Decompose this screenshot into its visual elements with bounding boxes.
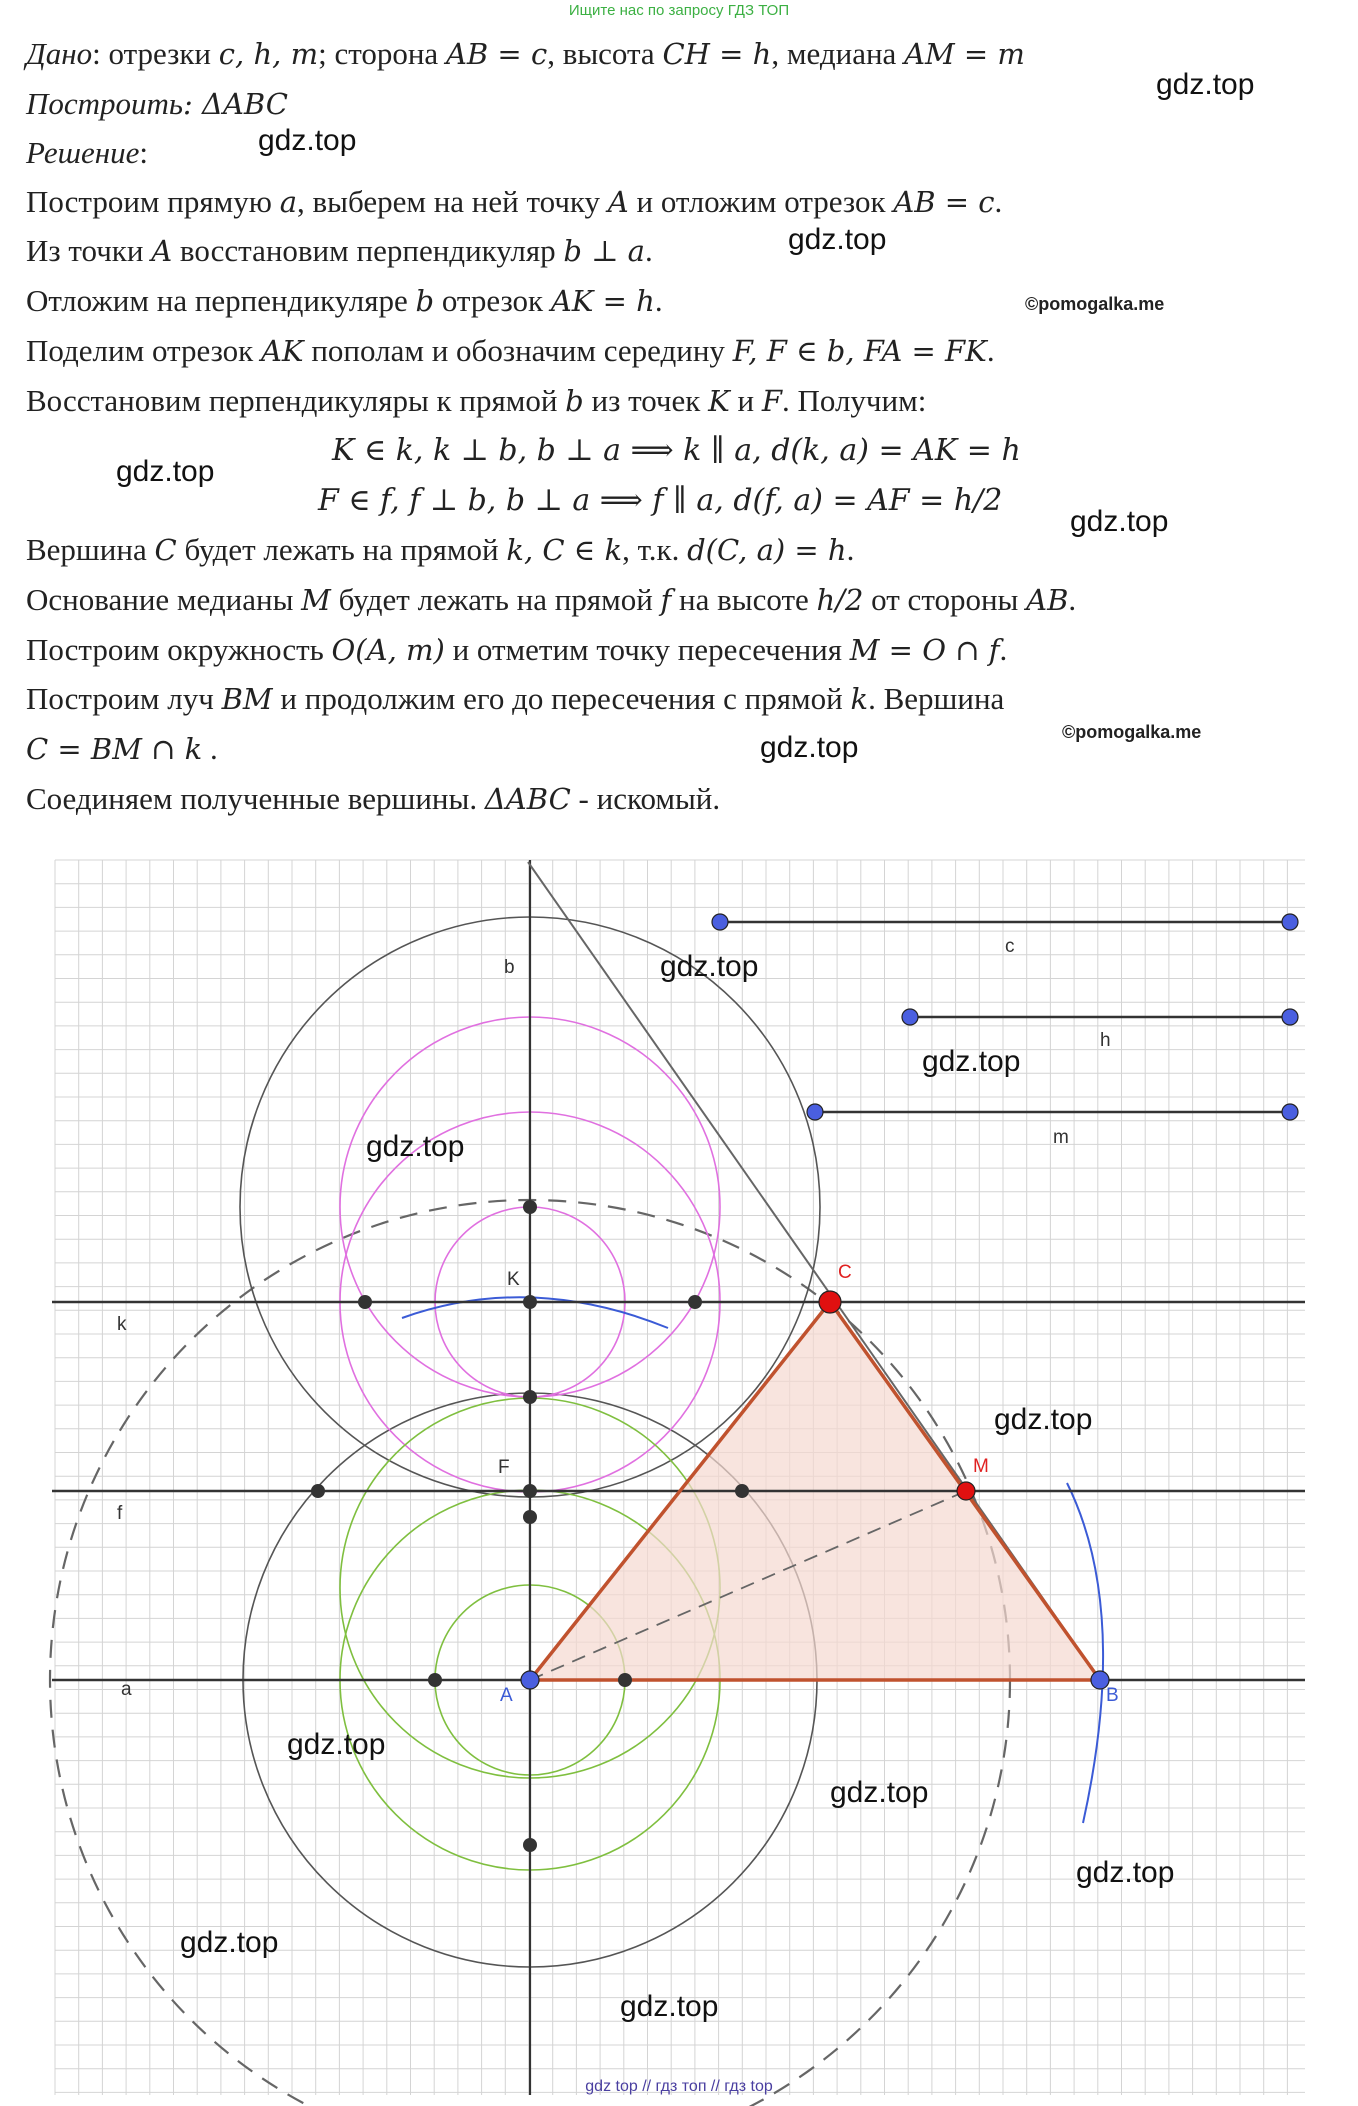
given-math: AB = c bbox=[445, 37, 548, 71]
text: . Получим: bbox=[781, 383, 927, 418]
point-k-right bbox=[688, 1295, 702, 1309]
label-F: F bbox=[498, 1457, 510, 1478]
text: пополам и обозначим середину bbox=[303, 333, 733, 368]
solution-label: Решение bbox=[26, 135, 140, 170]
given-math: AM = m bbox=[904, 37, 1025, 71]
given-math: c, h, m bbox=[218, 37, 319, 71]
math: ΔABC bbox=[484, 782, 571, 816]
math: k, C ∈ k bbox=[506, 533, 623, 567]
watermark: gdz.top bbox=[1156, 68, 1255, 101]
label-b: b bbox=[504, 957, 515, 978]
text: Соединяем полученные вершины. bbox=[26, 781, 485, 816]
label-M: M bbox=[973, 1456, 989, 1477]
watermark: gdz.top bbox=[258, 124, 357, 157]
label-C: C bbox=[838, 1262, 852, 1283]
math: AB = c bbox=[893, 185, 995, 219]
point-mid-upper bbox=[523, 1390, 537, 1404]
point-f2 bbox=[523, 1510, 537, 1524]
point-top-b bbox=[523, 1200, 537, 1214]
watermark: gdz.top bbox=[1070, 505, 1169, 538]
point-k bbox=[523, 1295, 537, 1309]
math: C = BM ∩ k bbox=[26, 732, 203, 766]
formula-f: F ∈ f, f ⊥ b, b ⊥ a ⟹ f ∥ a, d(f, a) = AF = h/2 bbox=[318, 483, 1003, 518]
watermark: gdz.top bbox=[287, 1728, 386, 1761]
given-text: , медиана bbox=[771, 36, 905, 71]
math: A bbox=[151, 234, 173, 268]
point-h-start bbox=[902, 1009, 918, 1025]
math: b bbox=[415, 284, 435, 318]
watermark: gdz.top bbox=[660, 950, 759, 983]
lines bbox=[52, 860, 1305, 2095]
text: . bbox=[654, 283, 663, 318]
label-f: f bbox=[117, 1503, 123, 1524]
point-m-start bbox=[807, 1104, 823, 1120]
text: Построим прямую bbox=[26, 184, 280, 219]
math: b ⊥ a bbox=[563, 234, 645, 268]
math: AK = h bbox=[550, 284, 655, 318]
formula-k: K ∈ k, k ⊥ b, b ⊥ a ⟹ k ∥ a, d(k, a) = AK = h bbox=[332, 433, 1021, 468]
point-c-start bbox=[712, 914, 728, 930]
text: Восстановим перпендикуляры к прямой bbox=[26, 383, 566, 418]
label-B: B bbox=[1106, 1685, 1119, 1706]
given-math: CH = h bbox=[662, 37, 772, 71]
text: на высоте bbox=[671, 582, 817, 617]
text: Поделим отрезок bbox=[26, 333, 261, 368]
label-k: k bbox=[117, 1314, 127, 1335]
point-f-right bbox=[735, 1484, 749, 1498]
math: C bbox=[154, 533, 177, 567]
watermark-pomogalka: ©pomogalka.me bbox=[1025, 294, 1165, 314]
math: M bbox=[301, 583, 331, 617]
text: Вершина bbox=[26, 532, 155, 567]
math: f bbox=[660, 583, 672, 617]
grid bbox=[55, 860, 1305, 2095]
math: a bbox=[279, 185, 297, 219]
math: k bbox=[850, 682, 869, 716]
bottom-banner: gdz top // гдз топ // гдз top bbox=[585, 2078, 773, 2095]
math: F, F ∈ b, FA = FK bbox=[732, 334, 987, 368]
given-text: : отрезки bbox=[92, 36, 219, 71]
text: и отметим точку пересечения bbox=[444, 632, 850, 667]
text: и отложим отрезок bbox=[628, 184, 894, 219]
text: и продолжим его до пересечения с прямой bbox=[272, 681, 851, 716]
math: BM bbox=[221, 682, 273, 716]
text: . bbox=[644, 233, 653, 268]
text: . Вершина bbox=[868, 681, 1005, 716]
point-bottom-b bbox=[523, 1838, 537, 1852]
text: будет лежать на прямой bbox=[330, 582, 661, 617]
text: Из точки bbox=[26, 233, 152, 268]
label-K: K bbox=[507, 1269, 520, 1290]
text: Построим луч bbox=[26, 681, 222, 716]
watermark-pomogalka: ©pomogalka.me bbox=[1062, 722, 1202, 742]
text: отрезок bbox=[434, 283, 551, 318]
point-c bbox=[819, 1291, 841, 1313]
math: AK bbox=[260, 334, 304, 368]
watermark: gdz.top bbox=[116, 455, 215, 488]
text: . bbox=[1068, 582, 1077, 617]
given-text: ; сторона bbox=[318, 36, 446, 71]
label-c: c bbox=[1005, 936, 1015, 957]
watermark: gdz.top bbox=[788, 223, 887, 256]
watermark: gdz.top bbox=[922, 1045, 1021, 1078]
build-label: Построить bbox=[26, 86, 184, 121]
math: A bbox=[607, 185, 629, 219]
watermark: gdz.top bbox=[994, 1403, 1093, 1436]
text: , т.к. bbox=[622, 532, 688, 567]
text: из точек bbox=[583, 383, 709, 418]
text: . bbox=[994, 184, 1003, 219]
text: и bbox=[729, 383, 762, 418]
text: . bbox=[999, 632, 1008, 667]
point-f-left bbox=[311, 1484, 325, 1498]
watermark: gdz.top bbox=[830, 1776, 929, 1809]
point-h-end bbox=[1282, 1009, 1298, 1025]
math: d(C, a) = h bbox=[687, 533, 847, 567]
point-m bbox=[957, 1482, 975, 1500]
label-A: A bbox=[500, 1685, 513, 1706]
math: K bbox=[708, 384, 730, 418]
text: восстановим перпендикуляр bbox=[172, 233, 564, 268]
watermark: gdz.top bbox=[620, 1990, 719, 2023]
label-m: m bbox=[1053, 1127, 1069, 1148]
given-text: , высота bbox=[547, 36, 663, 71]
math: O(A, m) bbox=[331, 633, 445, 667]
text: от стороны bbox=[863, 582, 1027, 617]
point-a-right bbox=[618, 1673, 632, 1687]
watermark: gdz.top bbox=[180, 1926, 279, 1959]
watermark: gdz.top bbox=[366, 1130, 465, 1163]
math: F bbox=[761, 384, 782, 418]
text: - искомый. bbox=[570, 781, 721, 816]
solution-colon: : bbox=[139, 135, 148, 170]
watermark: gdz.top bbox=[760, 731, 859, 764]
watermark: gdz.top bbox=[1076, 1856, 1175, 1889]
text: Отложим на перпендикуляре bbox=[26, 283, 416, 318]
top-banner: Ищите нас по запросу ГДЗ ТОП bbox=[568, 2, 790, 19]
build-math: : ΔABC bbox=[183, 87, 288, 121]
point-k-left bbox=[358, 1295, 372, 1309]
text: Построим окружность bbox=[26, 632, 332, 667]
label-a: a bbox=[121, 1679, 132, 1700]
point-c-end bbox=[1282, 914, 1298, 930]
text: . bbox=[986, 333, 995, 368]
text: . bbox=[202, 731, 218, 766]
text: . bbox=[846, 532, 855, 567]
math: h/2 bbox=[816, 583, 864, 617]
point-a bbox=[521, 1671, 539, 1689]
math: M = O ∩ f bbox=[849, 633, 1000, 667]
text: будет лежать на прямой bbox=[176, 532, 507, 567]
given-label: Дано bbox=[26, 36, 93, 71]
math: b bbox=[565, 384, 584, 418]
text: Основание медианы bbox=[26, 582, 302, 617]
point-m-end bbox=[1282, 1104, 1298, 1120]
text: , выберем на ней точку bbox=[296, 184, 608, 219]
point-a-left bbox=[428, 1673, 442, 1687]
point-f bbox=[523, 1484, 537, 1498]
math: AB bbox=[1026, 583, 1069, 617]
label-h: h bbox=[1100, 1030, 1111, 1051]
